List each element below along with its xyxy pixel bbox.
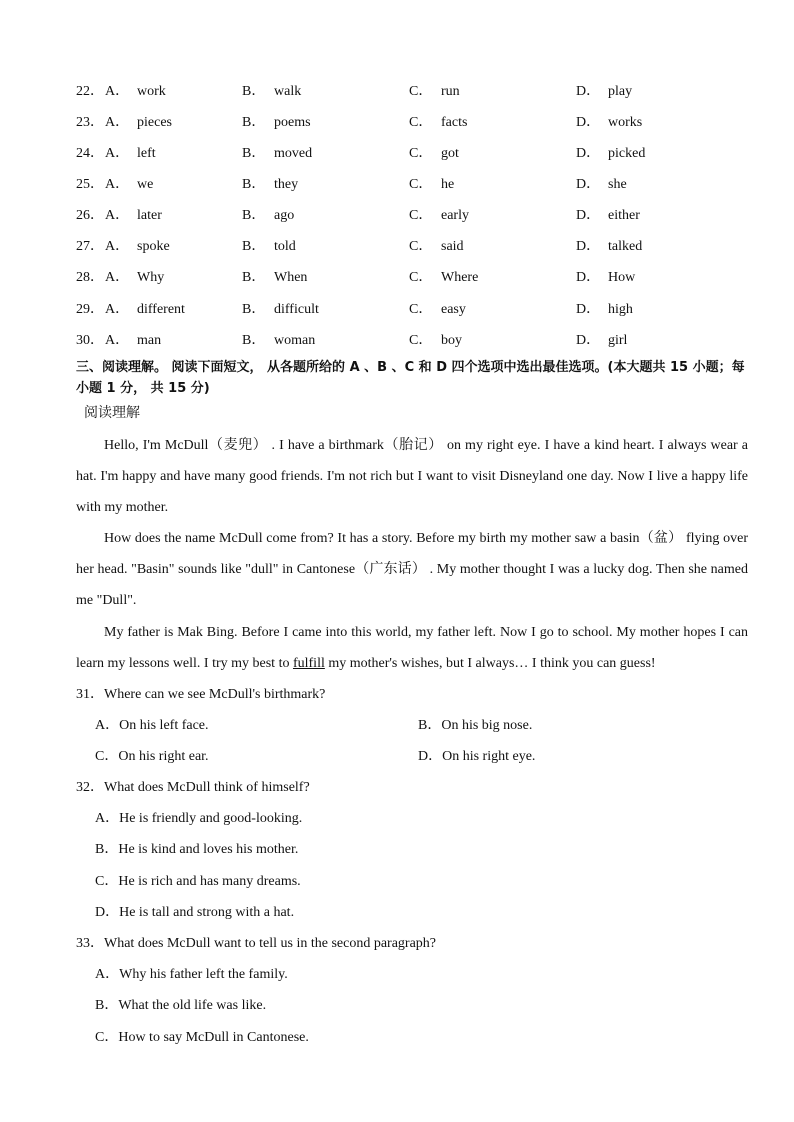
option-word-b: moved xyxy=(274,146,313,161)
option-word-d: she xyxy=(608,177,627,192)
question-33-option-c: C．How to say McDull in Cantonese. xyxy=(95,1030,309,1045)
question-32-option-d: D．He is tall and strong with a hat. xyxy=(95,905,295,920)
question-33-stem: 33．What does McDull want to tell us in the second paragraph? xyxy=(76,936,437,951)
question-31-option-d: D．On his right eye. xyxy=(418,749,536,764)
option-word-c: early xyxy=(441,208,469,223)
option-letter-b: B． xyxy=(242,333,266,348)
option-letter-b: B． xyxy=(242,270,266,285)
option-letter-b: B． xyxy=(242,208,266,223)
option-word-d: either xyxy=(608,208,640,223)
option-word-d: works xyxy=(608,115,643,130)
question-number: 25． xyxy=(76,177,104,192)
passage-p3-before: My father is Mak Bing. Before I came into this world, my father left. Now I go to school. My mother hopes I can learn my lessons well. I try my best to xyxy=(76,625,748,671)
option-word-a: spoke xyxy=(137,239,170,254)
option-letter-b: B． xyxy=(242,146,266,161)
option-letter-c: C． xyxy=(409,208,433,223)
question-31-option-a: A．On his left face. xyxy=(95,718,209,733)
option-word-c: boy xyxy=(441,333,462,348)
option-word-d: talked xyxy=(608,239,643,254)
option-row xyxy=(0,82,794,102)
option-row xyxy=(0,331,794,351)
option-word-b: told xyxy=(274,239,296,254)
question-32-option-c: C．He is rich and has many dreams. xyxy=(95,874,301,889)
passage-paragraph-3 xyxy=(76,617,748,679)
option-letter-d: D． xyxy=(576,146,601,161)
option-row xyxy=(0,206,794,226)
option-letter-c: C． xyxy=(409,302,433,317)
option-word-b: they xyxy=(274,177,299,192)
question-31-option-c: C．On his right ear. xyxy=(95,749,209,764)
option-row xyxy=(0,175,794,195)
question-32-option-b: B．He is kind and loves his mother. xyxy=(95,842,299,857)
option-letter-c: C． xyxy=(409,115,433,130)
option-word-c: facts xyxy=(441,115,468,130)
option-letter-a: A． xyxy=(105,333,130,348)
option-word-b: woman xyxy=(274,333,316,348)
section-heading: 三、阅读理解。 阅读下面短文， 从各题所给的 A 、B 、C 和 D 四个选项中选出最佳选项。(本大题共 15 小题；每小题 1 分， 共 15 分) xyxy=(76,360,745,396)
question-number: 28． xyxy=(76,270,104,285)
option-letter-c: C． xyxy=(409,84,433,99)
option-letter-d: D． xyxy=(576,177,601,192)
option-letter-d: D． xyxy=(576,115,601,130)
option-word-d: high xyxy=(608,302,633,317)
option-word-a: Why xyxy=(137,270,165,285)
option-word-c: Where xyxy=(441,270,479,285)
option-letter-b: B． xyxy=(242,302,266,317)
option-row xyxy=(0,113,794,133)
option-letter-c: C． xyxy=(409,270,433,285)
question-number: 27． xyxy=(76,239,104,254)
option-row xyxy=(0,144,794,164)
option-word-d: girl xyxy=(608,333,628,348)
option-word-c: said xyxy=(441,239,464,254)
question-33-option-b: B．What the old life was like. xyxy=(95,998,267,1013)
option-letter-a: A． xyxy=(105,270,130,285)
option-letter-a: A． xyxy=(105,84,130,99)
option-word-c: got xyxy=(441,146,459,161)
option-row xyxy=(0,268,794,288)
option-word-b: When xyxy=(274,270,308,285)
option-word-d: play xyxy=(608,84,633,99)
option-word-b: ago xyxy=(274,208,295,223)
section-subtitle: 阅读理解 xyxy=(84,406,140,421)
option-word-c: easy xyxy=(441,302,466,317)
option-word-a: work xyxy=(137,84,166,99)
question-number: 22． xyxy=(76,84,104,99)
question-number: 24． xyxy=(76,146,104,161)
option-letter-a: A． xyxy=(105,208,130,223)
question-number: 29． xyxy=(76,302,104,317)
option-letter-b: B． xyxy=(242,239,266,254)
option-word-d: How xyxy=(608,270,636,285)
option-letter-a: A． xyxy=(105,115,130,130)
option-letter-d: D． xyxy=(576,239,601,254)
question-32-stem: 32．What does McDull think of himself? xyxy=(76,780,310,795)
option-letter-d: D． xyxy=(576,302,601,317)
option-letter-c: C． xyxy=(409,239,433,254)
option-word-a: man xyxy=(137,333,162,348)
option-letter-b: B． xyxy=(242,115,266,130)
passage-p3-after: my mother's wishes, but I always… I think you can guess! xyxy=(324,656,656,671)
option-letter-d: D． xyxy=(576,208,601,223)
option-letter-d: D． xyxy=(576,270,601,285)
option-word-a: we xyxy=(137,177,154,192)
option-word-b: poems xyxy=(274,115,311,130)
question-number: 23． xyxy=(76,115,104,130)
question-number: 30． xyxy=(76,333,104,348)
option-letter-a: A． xyxy=(105,146,130,161)
option-letter-d: D． xyxy=(576,84,601,99)
question-31-stem: 31．Where can we see McDull's birthmark? xyxy=(76,687,326,702)
passage-paragraph-1: Hello, I'm McDull（麦兜） . I have a birthmark（胎记） on my right eye. I have a kind heart. I always wear a hat. I'm happy and have many good friends. I'm not rich but I want to visit Disneyland one day. Now I live a happy life with my mother. xyxy=(76,438,748,515)
question-33-option-a: A．Why his father left the family. xyxy=(95,967,288,982)
option-row xyxy=(0,300,794,320)
option-word-b: walk xyxy=(274,84,302,99)
option-letter-a: A． xyxy=(105,239,130,254)
option-letter-b: B． xyxy=(242,84,266,99)
option-word-a: different xyxy=(137,302,185,317)
option-word-b: difficult xyxy=(274,302,319,317)
option-word-a: later xyxy=(137,208,162,223)
question-number: 26． xyxy=(76,208,104,223)
option-letter-c: C． xyxy=(409,177,433,192)
option-letter-c: C． xyxy=(409,146,433,161)
option-letter-a: A． xyxy=(105,302,130,317)
option-word-a: pieces xyxy=(137,115,172,130)
question-31-option-b: B．On his big nose. xyxy=(418,718,533,733)
option-letter-c: C． xyxy=(409,333,433,348)
option-letter-d: D． xyxy=(576,333,601,348)
option-word-c: he xyxy=(441,177,455,192)
option-word-d: picked xyxy=(608,146,646,161)
question-32-option-a: A．He is friendly and good-looking. xyxy=(95,811,303,826)
passage-paragraph-2: How does the name McDull come from? It has a story. Before my birth my mother saw a basin（盆） flying over her head. "Basin" sounds like "dull" in Cantonese（广东话） . My mother thought I was a lucky dog. Then she named me "Dull". xyxy=(76,531,748,608)
option-row xyxy=(0,237,794,257)
underlined-word: fulfill xyxy=(292,656,325,671)
option-letter-a: A． xyxy=(105,177,130,192)
option-word-c: run xyxy=(441,84,460,99)
option-word-a: left xyxy=(137,146,156,161)
option-letter-b: B． xyxy=(242,177,266,192)
